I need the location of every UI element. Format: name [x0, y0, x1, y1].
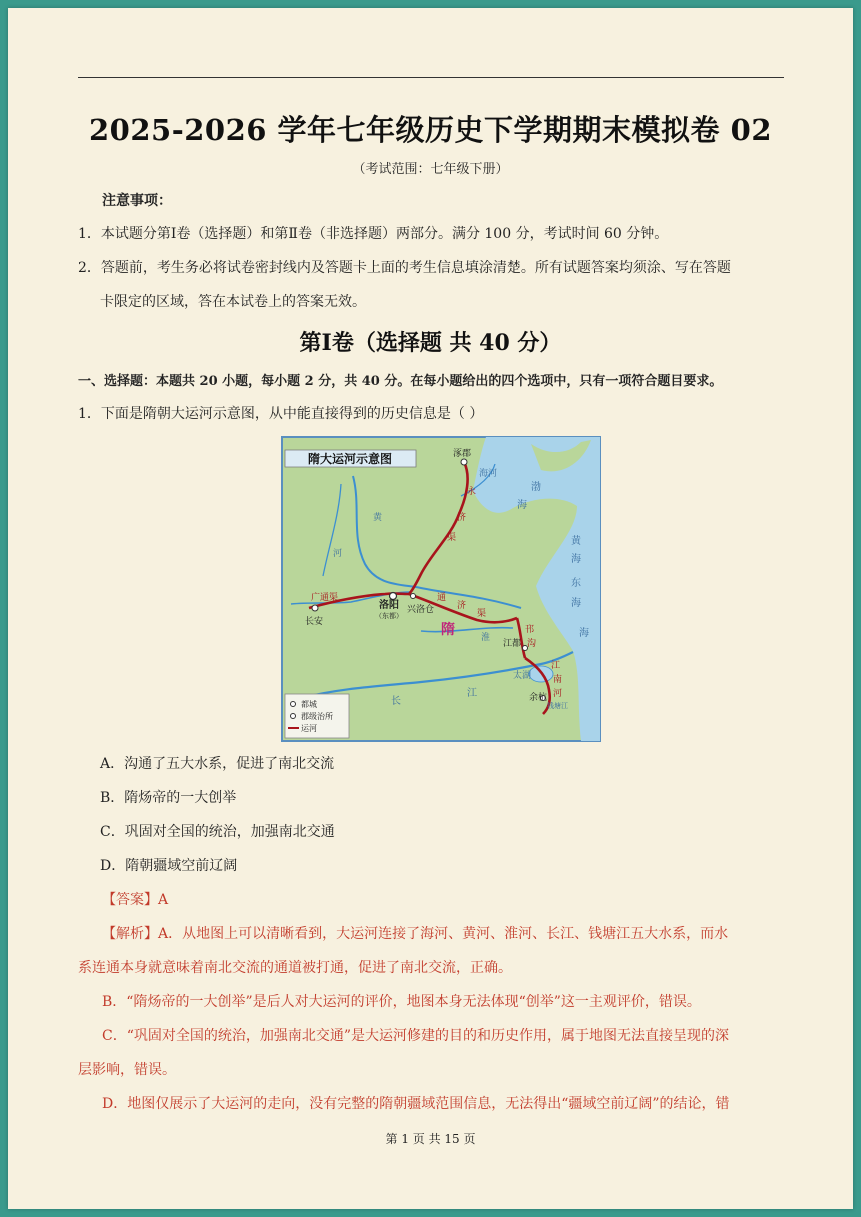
map-title: 隋大运河示意图: [307, 452, 393, 466]
label-zhuojun: 涿郡: [453, 449, 472, 459]
label-yongji-1: 永: [467, 487, 477, 497]
label-hangou-2: 沟: [527, 639, 537, 649]
label-luoyang: 洛阳: [379, 600, 399, 611]
analysis-line-5: 层影响，错误。: [78, 1062, 176, 1078]
notice-item-2-cont: 卡限定的区域，答在本试卷上的答案无效。: [100, 294, 366, 310]
analysis-line-3: B．“隋炀帝的一大创举”是后人对大运河的评价，地图本身无法体现“创举”这一主观评价，错误。: [102, 994, 701, 1010]
label-bohai-hai: 海: [517, 500, 527, 511]
label-bohai: 渤: [531, 482, 541, 493]
legend-prefecture-icon: [291, 714, 296, 719]
page-number: 第 1 页 共 15 页: [385, 1132, 476, 1146]
label-huang: 黄: [373, 513, 383, 523]
label-dongdu: （东都）: [375, 612, 403, 620]
label-huanghai: 黄: [571, 536, 581, 547]
label-chang: 长: [391, 696, 401, 707]
label-jiang: 江: [467, 688, 477, 699]
zhuojun-marker: [461, 459, 467, 465]
label-haihe: 海河: [479, 469, 498, 479]
notice-item-2: 2．答题前，考生务必将试卷密封线内及答题卡上面的考生信息填涂清楚。所有试题答案均须涂、写在答题: [78, 260, 731, 276]
label-jiangnan-2: 南: [553, 675, 563, 685]
label-sui: 隋: [441, 622, 455, 638]
section-title: 第Ⅰ卷（选择题 共 40 分）: [299, 330, 562, 356]
label-jiangnan-1: 江: [551, 661, 561, 671]
label-huanghai-hai: 海: [571, 554, 581, 565]
exam-page: [8, 8, 853, 1209]
label-taihu: 太湖: [513, 671, 532, 681]
analysis-line-6: D．地图仅展示了大运河的走向，没有完整的隋朝疆域范围信息，无法得出“疆域空前辽阔”的结论，错: [102, 1096, 730, 1112]
option-b: B．隋炀帝的一大创举: [100, 790, 237, 806]
section-instruction: 一、选择题：本题共 20 小题，每小题 2 分，共 40 分。在每小题给出的四个选项中，只有一项符合题目要求。: [78, 374, 723, 389]
label-xingluocang: 兴洛仓: [407, 605, 435, 615]
option-c: C．巩固对全国的统治，加强南北交通: [100, 824, 335, 840]
legend-capital: 都城: [301, 700, 317, 709]
label-tongji-3: 渠: [477, 609, 487, 619]
notice-heading: 注意事项：: [102, 193, 172, 209]
label-he: 河: [333, 549, 343, 559]
label-donghai-2: 海: [571, 598, 581, 609]
legend-canal: 运河: [301, 724, 317, 733]
label-yuhang: 余杭: [529, 693, 548, 703]
analysis-line-2: 系连通本身就意味着南北交流的通道被打通，促进了南北交流，正确。: [78, 960, 512, 976]
legend-prefecture: 郡级治所: [301, 712, 333, 721]
map-legend: [285, 694, 349, 738]
option-a: A．沟通了五大水系，促进了南北交流: [100, 756, 335, 772]
xingluocang-marker: [411, 594, 416, 599]
label-hai: 海: [579, 628, 589, 639]
grand-canal-map: [281, 436, 601, 742]
label-qiantang: 钱塘江: [547, 702, 568, 710]
label-tongji-2: 济: [457, 601, 467, 611]
page-title: 2025-2026 学年七年级历史下学期期末模拟卷 02: [88, 113, 772, 147]
label-changan: 长安: [305, 617, 324, 627]
label-yongji-3: 渠: [447, 533, 457, 543]
label-guangtong: 广通渠: [311, 593, 339, 603]
header-rule: [78, 77, 784, 78]
analysis-line-4: C．“巩固对全国的统治，加强南北交通”是大运河修建的目的和历史作用，属于地图无法直接呈现的深: [102, 1028, 730, 1044]
label-tongji-1: 通: [437, 593, 447, 603]
label-donghai-1: 东: [571, 578, 581, 589]
label-jiangnan-3: 河: [553, 689, 563, 699]
question-stem: 1．下面是隋朝大运河示意图，从中能直接得到的历史信息是（ ）: [78, 406, 484, 422]
analysis-line-1: 【解析】A．从地图上可以清晰看到，大运河连接了海河、黄河、淮河、长江、钱塘江五大水系，而水: [102, 926, 729, 942]
label-huai: 淮: [481, 633, 491, 643]
label-hangou-1: 邗: [525, 625, 535, 635]
option-d: D．隋朝疆域空前辽阔: [100, 858, 238, 874]
exam-scope: （考试范围：七年级下册）: [352, 162, 509, 177]
label-jiangdu: 江都: [503, 639, 522, 649]
label-yongji-2: 济: [457, 513, 467, 523]
legend-capital-icon: [291, 702, 296, 707]
luoyang-marker: [390, 593, 397, 600]
changan-marker: [312, 605, 318, 611]
answer-label: 【答案】A: [102, 892, 169, 908]
notice-item-1: 1．本试题分第Ⅰ卷（选择题）和第Ⅱ卷（非选择题）两部分。满分 100 分，考试时间 60 分钟。: [78, 226, 669, 242]
